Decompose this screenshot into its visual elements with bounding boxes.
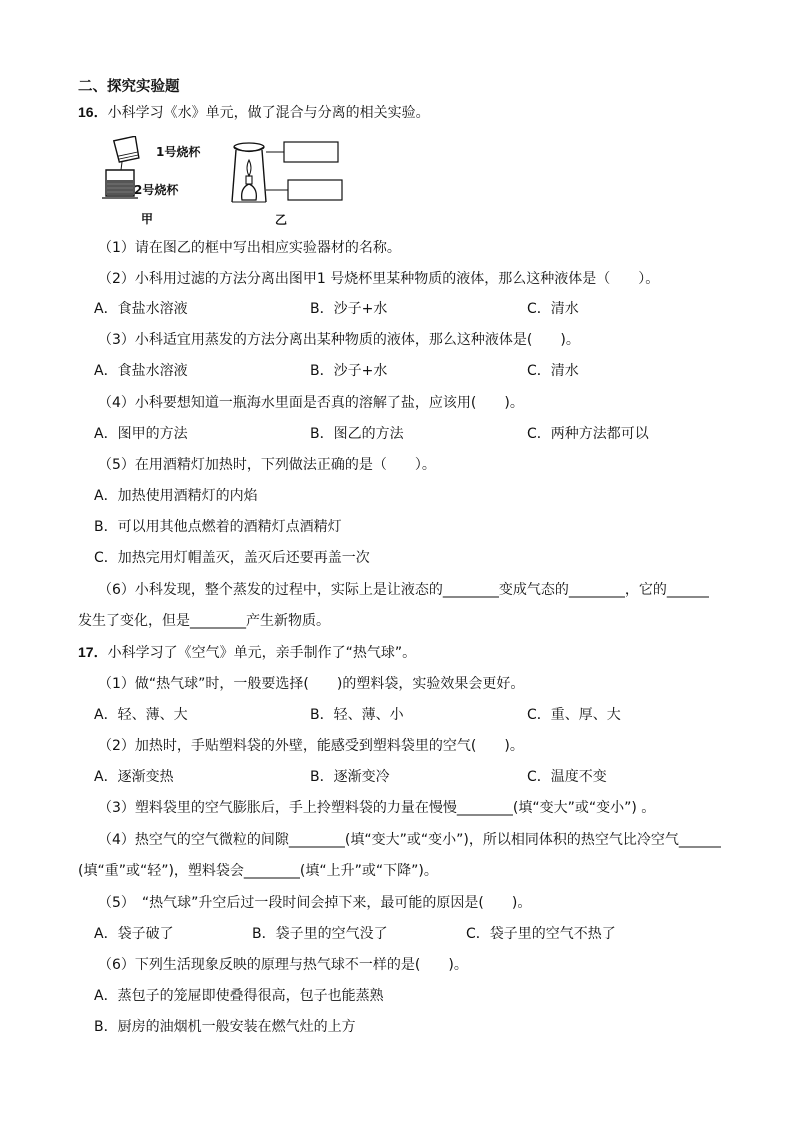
q16-4-option-a[interactable]: A．图甲的方法 — [94, 426, 188, 442]
q17-stem — [78, 642, 416, 663]
q17-1-option-b[interactable]: B．轻、薄、小 — [310, 707, 404, 723]
figure-caption-b: 乙 — [275, 213, 288, 227]
q17-2-option-b[interactable]: B．逐渐变冷 — [310, 769, 390, 785]
q16-part-1: （1）请在图乙的框中写出相应实验器材的名称。 — [98, 240, 401, 256]
q16-stem — [78, 102, 430, 123]
beaker-2-label: 2号烧杯 — [134, 183, 179, 197]
q17-1-option-a[interactable]: A．轻、薄、大 — [94, 707, 188, 723]
q16-3-option-a[interactable]: A．食盐水溶液 — [94, 363, 188, 379]
q16-part-6-line-1: （6）小科发现，整个蒸发的过程中，实际上是让液态的________变成气态的________，它的______ — [98, 582, 709, 598]
q16-part-4: （4）小科要想知道一瓶海水里面是否真的溶解了盐，应该用( )。 — [98, 395, 524, 411]
q17-1-option-c[interactable]: C．重、厚、大 — [527, 707, 621, 723]
q17-part-3: （3）塑料袋里的空气膨胀后，手上拎塑料袋的力量在慢慢________(填“变大”或“变小”) 。 — [98, 800, 656, 816]
q17-2-option-c[interactable]: C．温度不变 — [527, 769, 607, 785]
q16-part-3: （3）小科适宜用蒸发的方法分离出某种物质的液体，那么这种液体是( )。 — [98, 332, 580, 348]
q17-number: 17． — [78, 644, 108, 660]
q17-part-4-line-2: (填“重”或“轻”)，塑料袋会________(填“上升”或“下降”)。 — [78, 863, 438, 879]
q17-part-1: （1）做“热气球”时，一般要选择( )的塑料袋，实验效果会更好。 — [98, 676, 525, 692]
q17-part-4-line-1: （4）热空气的空气微粒的间隙________(填“变大”或“变小”)，所以相同体积的热空气比冷空气______ — [98, 832, 721, 848]
q17-5-option-a[interactable]: A．袋子破了 — [94, 926, 174, 942]
q16-3-option-c[interactable]: C．清水 — [527, 363, 579, 379]
q16-2-option-c[interactable]: C．清水 — [527, 301, 579, 317]
q16-5-option-b[interactable]: B．可以用其他点燃着的酒精灯点酒精灯 — [94, 519, 342, 535]
q17-5-option-c[interactable]: C．袋子里的空气不热了 — [466, 926, 616, 942]
q16-2-option-a[interactable]: A．食盐水溶液 — [94, 301, 188, 317]
figure-evaporation — [226, 138, 376, 218]
q17-part-2: （2）加热时，手贴塑料袋的外壁，能感受到塑料袋里的空气( )。 — [98, 738, 524, 754]
q17-2-option-a[interactable]: A．逐渐变热 — [94, 769, 174, 785]
q17-part-6: （6）下列生活现象反映的原理与热气球不一样的是( )。 — [98, 957, 468, 973]
q16-part-6-line-2: 发生了变化，但是________产生新物质。 — [78, 613, 330, 629]
q16-part-2: （2）小科用过滤的方法分离出图甲1 号烧杯里某种物质的液体，那么这种液体是（ ）。 — [98, 271, 660, 287]
q16-number: 16． — [78, 104, 108, 120]
q17-6-option-a[interactable]: A．蒸包子的笼屉即使叠得很高，包子也能蒸熟 — [94, 988, 384, 1004]
q16-stem-text: 小科学习《水》单元，做了混合与分离的相关实验。 — [107, 105, 430, 121]
q16-3-option-b[interactable]: B．沙子+水 — [310, 363, 388, 379]
q16-4-option-c[interactable]: C．两种方法都可以 — [527, 426, 649, 442]
q17-5-option-b[interactable]: B．袋子里的空气没了 — [252, 926, 388, 942]
figure-caption-a: 甲 — [141, 212, 154, 226]
q16-part-5: （5）在用酒精灯加热时，下列做法正确的是（ ）。 — [98, 457, 436, 473]
q16-4-option-b[interactable]: B．图乙的方法 — [310, 426, 404, 442]
beaker-1-label: 1号烧杯 — [156, 145, 201, 159]
section-title: 二、探究实验题 — [78, 79, 180, 95]
q17-6-option-b[interactable]: B．厨房的油烟机一般安装在燃气灶的上方 — [94, 1019, 356, 1035]
q17-stem-text: 小科学习了《空气》单元，亲手制作了“热气球”。 — [107, 645, 417, 661]
q17-part-5: （5） “热气球”升空后过一段时间会掉下来，最可能的原因是( )。 — [98, 895, 532, 911]
q16-5-option-c[interactable]: C．加热完用灯帽盖灭，盖灭后还要再盖一次 — [94, 550, 370, 566]
q16-5-option-a[interactable]: A．加热使用酒精灯的内焰 — [94, 488, 258, 504]
q16-2-option-b[interactable]: B．沙子+水 — [310, 301, 388, 317]
